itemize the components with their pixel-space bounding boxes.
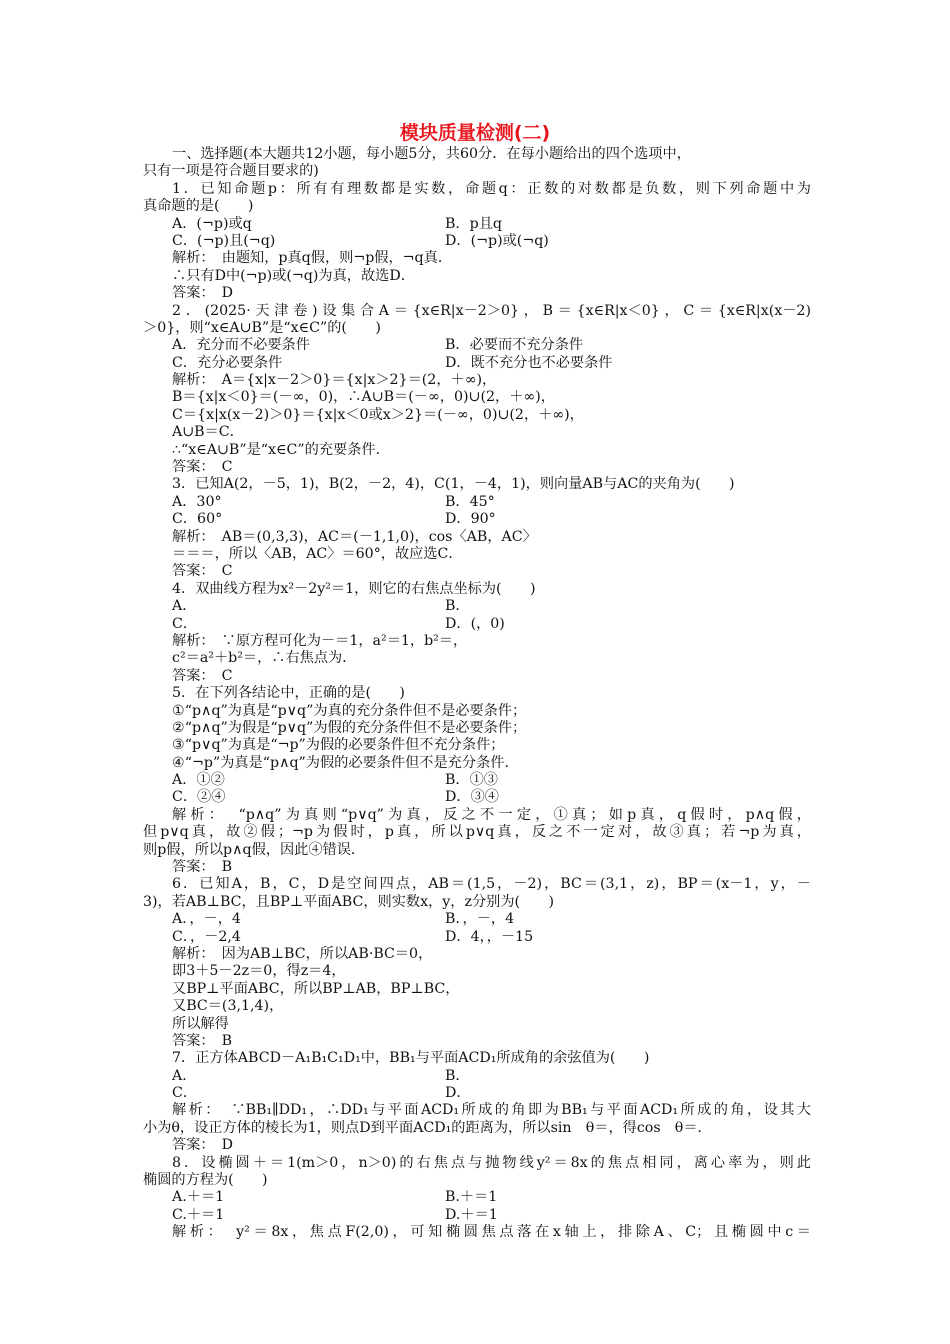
- text-line: 则p假，所以p∧q假，因此④错误．: [143, 841, 366, 858]
- option-left: A．①②: [172, 772, 225, 789]
- answer-options-row: [143, 494, 811, 511]
- page-title: 模块质量检测(二): [399, 122, 551, 144]
- text-line: C＝{x|x(x－2)＞0}＝{x|x＜0或x＞2}＝(－∞，0)∪(2，＋∞)，: [172, 406, 584, 423]
- option-left: A．，－，4: [172, 911, 241, 928]
- answer-options-row: [143, 598, 811, 615]
- text-line: 又BP⊥平面ABC，所以BP⊥AB，BP⊥BC，: [172, 980, 460, 997]
- text-line: 1．已知命题p：所有有理数都是实数，命题q：正数的对数都是负数，则下列命题中为: [172, 180, 811, 197]
- option-left: A．(¬p)或q: [172, 215, 252, 232]
- option-right: B．p且q: [445, 215, 502, 232]
- option-right: B．: [445, 1067, 470, 1084]
- text-line: 解析： 因为AB⊥BC，所以AB·BC＝0，: [172, 945, 433, 962]
- text-line: 4．双曲线方程为x²－2y²＝1，则它的右焦点坐标为( ): [172, 580, 536, 597]
- text-line: 解析： y²＝8x，焦点F(2,0)，可知椭圆焦点落在x轴上，排除A、C；且椭圆中c＝: [172, 1224, 811, 1241]
- option-right: B．①③: [445, 772, 498, 789]
- option-right: D．既不充分也不必要条件: [445, 354, 613, 371]
- option-right: D．③④: [445, 789, 499, 806]
- text-line: ＝＝＝，所以〈AB，AC〉＝60°，故应选C．: [172, 545, 463, 562]
- option-right: D．(¬p)或(¬q): [445, 232, 549, 249]
- answer-options-row: [143, 233, 811, 250]
- option-right: B.＋＝1: [445, 1189, 498, 1206]
- option-left: C．60°: [172, 511, 223, 528]
- answer-options-row: [143, 616, 811, 633]
- text-line: 解析： “p∧q”为真则“p∨q”为真，反之不一定，①真；如p真，q假时，p∧q假，: [172, 806, 811, 823]
- text-line: 3．已知A(2，－5，1)，B(2，－2，4)，C(1，－4，1)，则向量AB与AC的夹角为( ): [172, 476, 735, 493]
- answer-options-row: [143, 1068, 811, 1085]
- text-line: 6．已知A，B，C，D是空间四点，AB＝(1,5，－2)，BC＝(3,1，z)，BP＝(x－1，y，－: [172, 876, 811, 893]
- text-line: 3)，若AB⊥BC，且BP⊥平面ABC，则实数x，y，z分别为( ): [143, 893, 554, 910]
- text-line: ②“p∧q”为假是“p∨q”为假的充分条件但不是必要条件；: [172, 719, 527, 736]
- option-right: B．必要而不充分条件: [445, 337, 584, 354]
- option-left: C．(¬p)且(¬q): [172, 232, 276, 249]
- text-line: 答案： C: [172, 459, 233, 476]
- answer-options-row: [143, 1207, 811, 1224]
- text-line: ③“p∨q”为真是“¬p”为假的必要条件但不充分条件；: [172, 737, 505, 754]
- answer-options-row: [143, 1085, 811, 1102]
- text-line: 答案： B: [172, 859, 233, 876]
- text-line: 解析： AB＝(0,3,3)，AC＝(－1,1,0)，cos〈AB，AC〉: [172, 528, 537, 545]
- text-line: ∴“x∈A∪B”是“x∈C”的充要条件．: [172, 441, 390, 458]
- option-right: B．，－，4: [445, 911, 515, 928]
- option-right: D．: [445, 1085, 471, 1102]
- section-intro-line: 一、选择题(本大题共12小题，每小题5分，共60分．在每小题给出的四个选项中，: [172, 146, 691, 162]
- option-left: C．②④: [172, 789, 226, 806]
- answer-options-row: [143, 216, 811, 233]
- text-line: 2．(2025·天津卷)设集合A＝{x∈R|x－2＞0}，B＝{x∈R|x＜0}，C＝{x∈R|x(x－2): [172, 302, 811, 319]
- text-line: 解析： A＝{x|x－2＞0}＝{x|x＞2}＝(2，＋∞)，: [172, 372, 497, 389]
- text-line: 答案： D: [172, 1137, 234, 1154]
- option-right: D．4，，－15: [445, 928, 534, 945]
- text-line: 即3＋5－2z＝0，得z＝4，: [172, 963, 346, 980]
- option-left: A．: [172, 1067, 197, 1084]
- answer-options-row: [143, 355, 811, 372]
- text-line: 答案： C: [172, 563, 233, 580]
- text-line: ①“p∧q”为真是“p∨q”为真的充分条件但不是必要条件；: [172, 702, 527, 719]
- text-line: A∪B＝C．: [172, 424, 244, 441]
- text-line: 椭圆的方程为( ): [143, 1172, 268, 1189]
- option-right: B．45°: [445, 493, 495, 510]
- option-left: C．: [172, 615, 198, 632]
- option-left: A．30°: [172, 493, 222, 510]
- text-line: 7．正方体ABCD－A₁B₁C₁D₁中，BB₁与平面ACD₁所成角的余弦值为( ): [172, 1050, 650, 1067]
- answer-options-row: [143, 772, 811, 789]
- option-left: C.＋＝1: [172, 1206, 225, 1223]
- option-left: C．充分必要条件: [172, 354, 283, 371]
- option-left: A.＋＝1: [172, 1189, 225, 1206]
- text-line: 小为θ，设正方体的棱长为1，则点D到平面ACD₁的距离为，所以sin θ＝，得cos θ＝．: [143, 1119, 712, 1136]
- text-line: 8．设椭圆＋＝1(m＞0，n＞0)的右焦点与抛物线y²＝8x的焦点相同，离心率为，则此: [172, 1154, 811, 1171]
- option-left: C．: [172, 1085, 198, 1102]
- text-line: 又BC＝(3,1,4)，: [172, 998, 284, 1015]
- text-line: 答案： C: [172, 667, 233, 684]
- document-body: [143, 146, 811, 1242]
- text-line: 答案： B: [172, 1032, 233, 1049]
- section-intro-line: 只有一项是符合题目要求的): [143, 163, 319, 180]
- text-line: 真命题的是( ): [143, 198, 254, 215]
- option-right: D.＋＝1: [445, 1206, 498, 1223]
- text-line: 解析： ∵BB₁∥DD₁，∴DD₁与平面ACD₁所成的角即为BB₁与平面ACD₁所成的角，设其大: [172, 1102, 811, 1119]
- text-line: ＞0}，则“x∈A∪B”是“x∈C”的( ): [143, 319, 381, 336]
- text-line: 解析： 由题知，p真q假，则¬p假，¬q真．: [172, 250, 453, 267]
- option-right: D．90°: [445, 511, 496, 528]
- text-line: 解析： ∵原方程可化为－＝1，a²＝1，b²＝，: [172, 632, 468, 649]
- text-line: B＝{x|x＜0}＝(－∞，0)，∴A∪B＝(－∞，0)∪(2，＋∞)，: [172, 389, 555, 406]
- text-line: 答案： D: [172, 285, 234, 302]
- option-left: A．充分而不必要条件: [172, 337, 310, 354]
- option-left: C．，－2,4: [172, 928, 241, 945]
- answer-options-row: [143, 911, 811, 928]
- text-line: 但p∨q真，故②假；¬p为假时，p真，所以p∨q真，反之不一定对，故③真；若¬p为真，: [143, 824, 811, 841]
- answer-options-row: [143, 511, 811, 528]
- answer-options-row: [143, 929, 811, 946]
- answer-options-row: [143, 337, 811, 354]
- text-line: ∴只有D中(¬p)或(¬q)为真，故选D．: [172, 267, 415, 284]
- answer-options-row: [143, 1189, 811, 1206]
- answer-options-row: [143, 789, 811, 806]
- text-line: 5．在下列各结论中，正确的是( ): [172, 685, 405, 702]
- option-right: D．(，0): [445, 615, 505, 632]
- option-left: A．: [172, 598, 197, 615]
- option-right: B．: [445, 598, 470, 615]
- text-line: c²＝a²＋b²＝，∴右焦点为．: [172, 650, 357, 667]
- text-line: ④“¬p”为真是“p∧q”为假的必要条件但不是充分条件．: [172, 754, 519, 771]
- text-line: 所以解得: [172, 1015, 229, 1032]
